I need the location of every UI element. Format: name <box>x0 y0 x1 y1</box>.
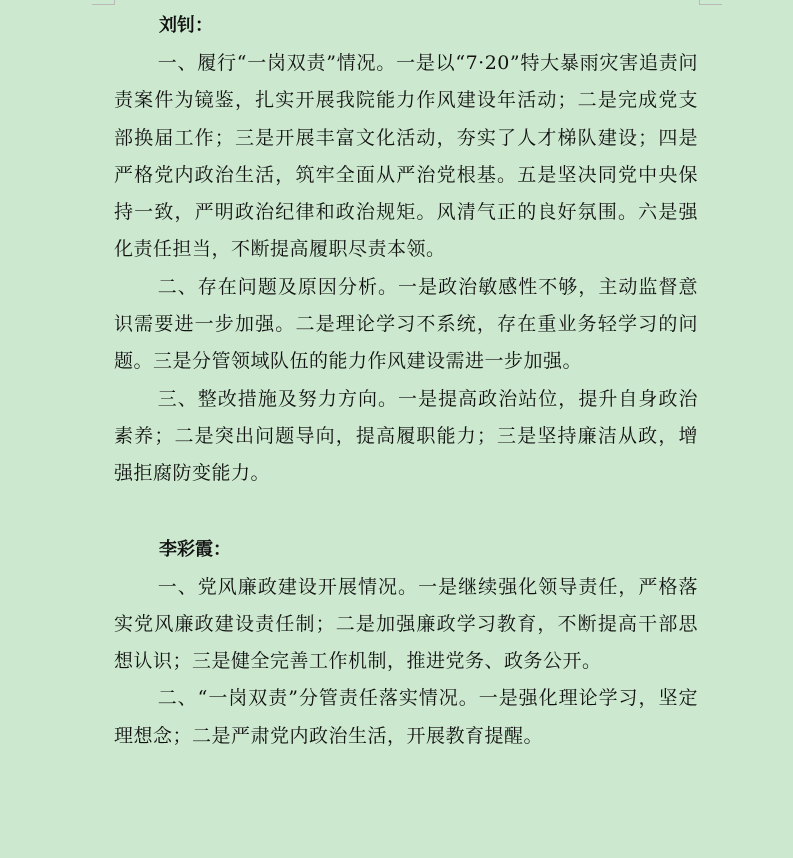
document-body[interactable] <box>114 11 698 755</box>
section-heading: 刘钊： <box>159 15 213 36</box>
page-corner-mark-left <box>92 0 115 5</box>
section-liu-zhao <box>114 11 698 493</box>
paragraph: 一、党风廉政建设开展情况。一是继续强化领导责任，严格落实党风廉政建设责任制；二是加强廉政学习教育，不断提高干部思想认识；三是健全完善工作机制，推进党务、政务公开。 <box>114 575 698 673</box>
section-spacer <box>114 493 698 535</box>
paragraph: 二、“一岗双责”分管责任落实情况。一是强化理论学习，坚定理想念；二是严肃党内政治生活，开展教育提醒。 <box>114 687 698 747</box>
section-li-caixia <box>114 535 698 755</box>
page-corner-mark-right <box>699 0 722 5</box>
paragraph: 二、存在问题及原因分析。一是政治敏感性不够，主动监督意识需要进一步加强。二是理论学习不系统，存在重业务轻学习的问题。三是分管领域队伍的能力作风建设需进一步加强。 <box>114 275 698 373</box>
paragraph: 三、整改措施及努力方向。一是提高政治站位，提升自身政治素养；二是突出问题导向，提高履职能力；三是坚持廉洁从政，增强拒腐防变能力。 <box>114 387 698 485</box>
section-heading: 李彩霞： <box>159 538 231 560</box>
paragraph: 一、履行“一岗双责”情况。一是以“7·20”特大暴雨灾害追责问责案件为镜鉴，扎实开展我院能力作风建设年活动；二是完成党支部换届工作；三是开展丰富文化活动，夯实了人才梯队建设；四是严格党内政治生活，筑牢全面从严治党根基。五是坚决同党中央保持一致，严明政治纪律和政治规矩。风清气正的良好氛围。六是强化责任担当，不断提高履职尽责本领。 <box>114 52 698 261</box>
